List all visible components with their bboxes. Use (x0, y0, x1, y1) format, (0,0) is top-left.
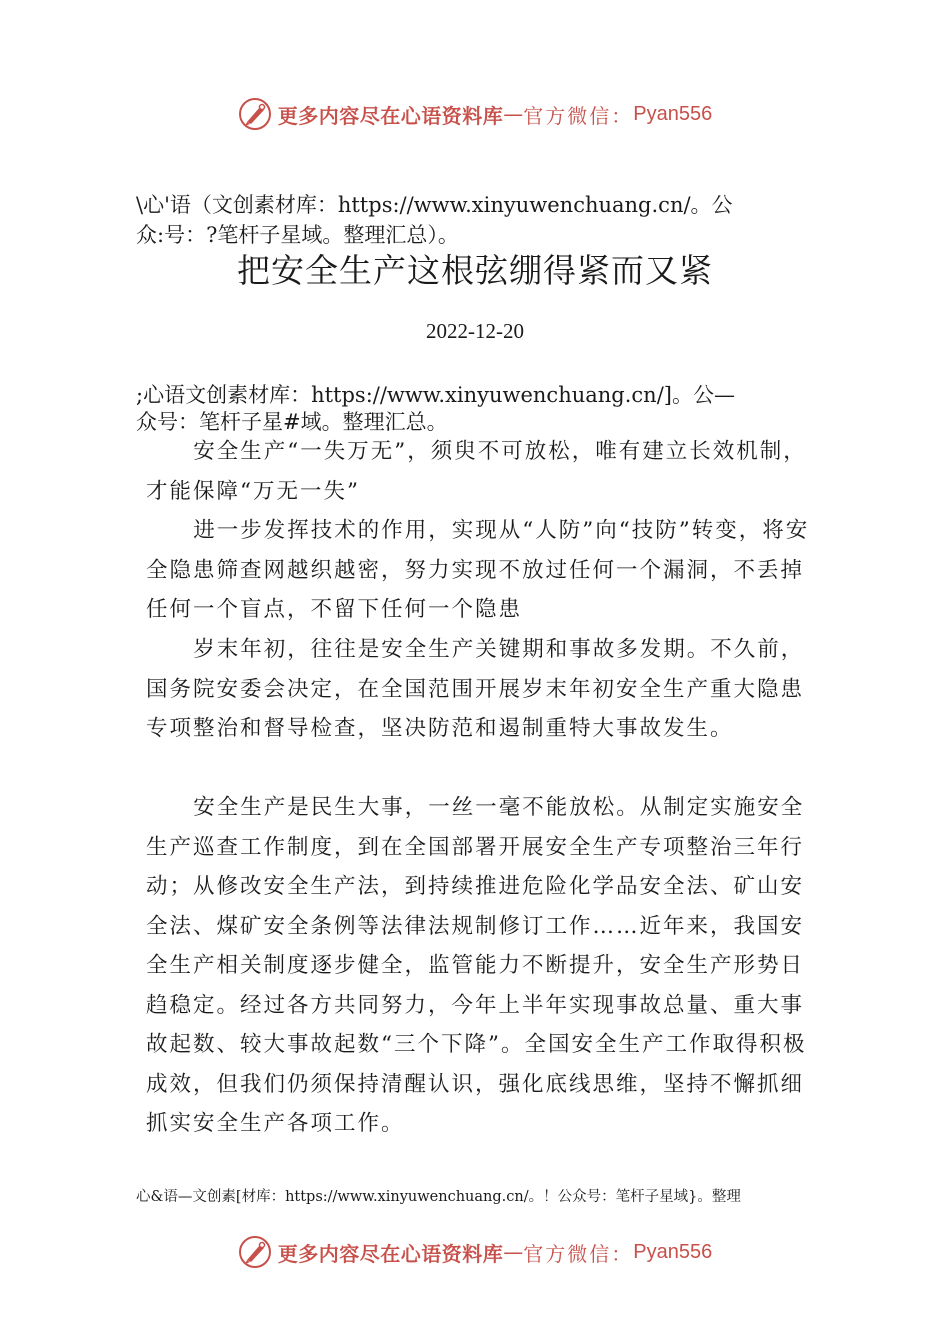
footer-source-note: 心&语—文创素[材库：https://www.xinyuwenchuang.cn/。！公众号：笔杆子星域}。整理 (136, 1189, 741, 1205)
body-paragraph-1: 安全生产“一失万无”，须臾不可放松，唯有建立长效机制，才能保障“万无一失” (146, 439, 807, 504)
article-title: 把安全生产这根弦绷得紧而又紧 (237, 251, 713, 290)
banner-main-text: 更多内容尽在心语资料库 (277, 1241, 504, 1266)
banner-separator: — (503, 1240, 524, 1264)
body-paragraph-3: 岁末年初，往往是安全生产关键期和事故多发期。不久前，国务院安委会决定，在全国范围开展岁末年初安全生产重大隐患专项整治和督导检查，坚决防范和遏制重特大事故发生。 (146, 637, 805, 741)
body-paragraph-2: 进一步发挥技术的作用，实现从“人防”向“技防”转变，将安全隐患筛查网越织越密，努力实现不放过任何一个漏洞，不丢掉任何一个盲点，不留下任何一个隐患 (146, 518, 810, 622)
pen-logo-icon (238, 1235, 272, 1269)
source-header-line-1: \心'语（文创素材库：https://www.xinyuwenchuang.cn/。公 (136, 193, 733, 217)
header-banner (0, 94, 950, 134)
banner-main-text: 更多内容尽在心语资料库 (277, 103, 504, 128)
banner-wechat-label: 官方微信： (523, 1241, 634, 1266)
banner-wechat-id: Pyan556 (633, 1240, 713, 1263)
banner-wechat-id: Pyan556 (633, 102, 713, 125)
source-note-line-2: 众号：笔杆子星#域。整理汇总。 (136, 410, 448, 434)
source-note-line-1: ;心语文创素材库：https://www.xinyuwenchuang.cn/]。公— (136, 383, 735, 407)
article-date: 2022-12-20 (426, 319, 524, 343)
banner-wechat-label: 官方微信： (523, 103, 634, 128)
pen-logo-icon (238, 97, 272, 131)
body-paragraph-4: 安全生产是民生大事，一丝一毫不能放松。从制定实施安全生产巡查工作制度，到在全国部署开展安全生产专项整治三年行动；从修改安全生产法，到持续推进危险化学品安全法、矿山安全法、煤矿安全条例等法律法规制修订工作……近年来，我国安全生产相关制度逐步健全，监管能力不断提升，安全生产形势日趋稳定。经过各方共同努力，今年上半年实现事故总量、重大事故起数、较大事故起数“三个下降”。全国安全生产工作取得积极成效，但我们仍须保持清醒认识，强化底线思维，坚持不懈抓细抓实安全生产各项工作。 (146, 795, 807, 1136)
source-header-line-2: 众:号：?笔杆子星域。整理汇总）。 (136, 223, 459, 247)
footer-banner (0, 1232, 950, 1272)
banner-separator: — (503, 102, 524, 126)
